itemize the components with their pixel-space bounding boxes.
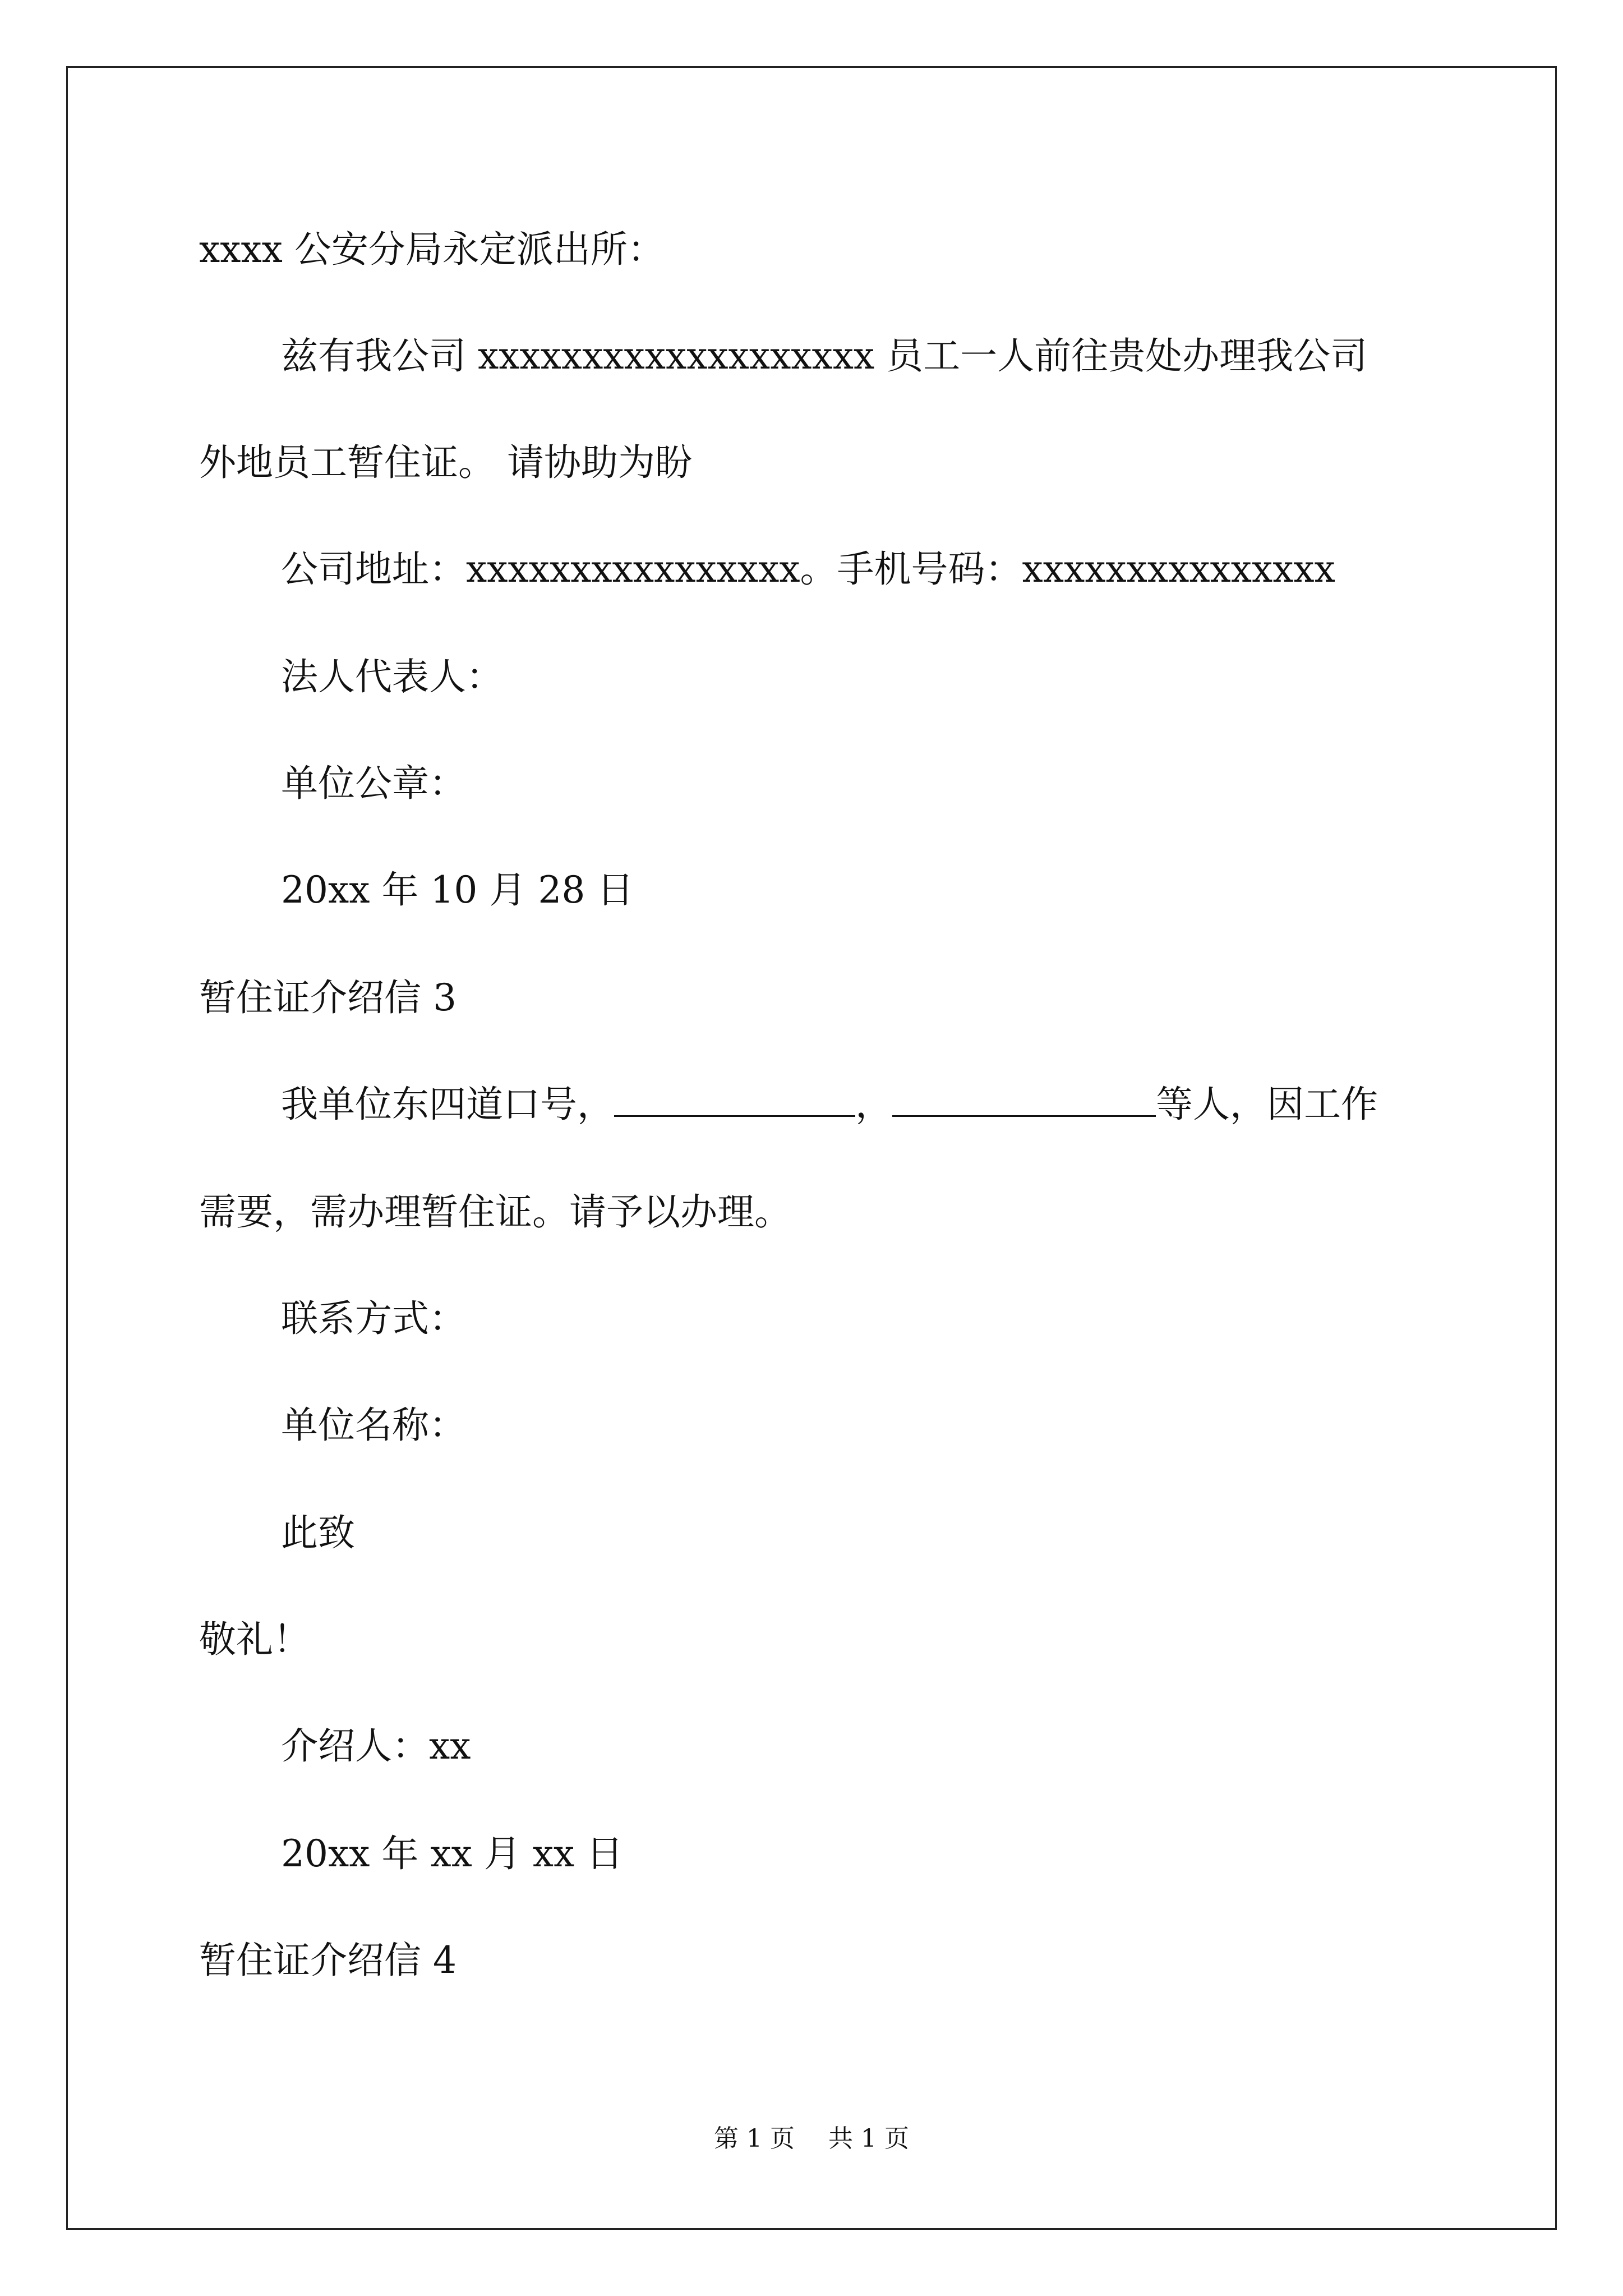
blank-underline — [892, 1083, 1156, 1117]
introducer-line: 介绍人：xx — [281, 1724, 471, 1768]
unit-name-line: 单位名称： — [281, 1404, 466, 1447]
body-paragraph-line-1: 兹有我公司 xxxxxxxxxxxxxxxxxxx 员工一人前往贵处办理我公司 — [281, 334, 1368, 378]
date-line-2: 20xx 年 xx 月 xx 日 — [281, 1832, 624, 1875]
text-segment: ， — [855, 1083, 892, 1126]
page-number-total: 共 1 页 — [828, 2124, 909, 2153]
contact-line: 联系方式： — [281, 1297, 466, 1340]
legal-representative-line: 法人代表人： — [281, 655, 503, 698]
page-border — [66, 66, 1557, 2230]
section-heading-3: 暂住证介绍信 3 — [199, 976, 457, 1019]
company-seal-line: 单位公章： — [281, 762, 466, 805]
blank-underline — [614, 1083, 855, 1117]
text-segment: 我单位东四道口号， — [281, 1083, 614, 1126]
company-address-line: 公司地址：xxxxxxxxxxxxxxxx。手机号码：xxxxxxxxxxxxxxx — [281, 547, 1335, 591]
page-number-current: 第 1 页 — [714, 2124, 795, 2153]
addressee-line: xxxx 公安分局永定派出所： — [199, 228, 665, 271]
section-heading-4: 暂住证介绍信 4 — [199, 1939, 457, 1982]
closing-line: 此致 — [281, 1511, 355, 1554]
body-paragraph-2-line-2: 需要，需办理暂住证。请予以办理。 — [199, 1190, 791, 1234]
page-footer — [0, 2123, 1623, 2155]
body-paragraph-2-line-1 — [281, 1082, 1378, 1127]
date-line-1: 20xx 年 10 月 28 日 — [281, 868, 634, 912]
body-paragraph-line-2: 外地员工暂住证。 请协助为盼 — [199, 441, 692, 484]
salutation-line: 敬礼！ — [199, 1618, 310, 1661]
text-segment: 等人，因工作 — [1156, 1083, 1378, 1126]
